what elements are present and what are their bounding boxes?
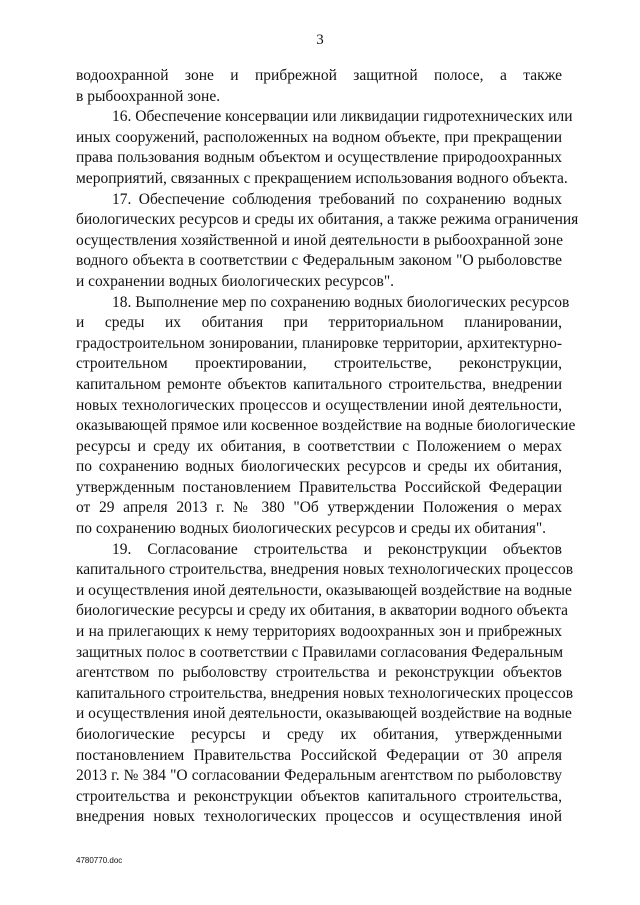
paragraph-16 <box>76 107 573 189</box>
text-line: по сохранению водных биологических ресурсов и среды их обитания, <box>76 458 562 476</box>
text-line: ресурсы и среду их обитания, в соответствии с Положением о мерах <box>76 437 562 455</box>
text-line: капитального строительства, внедрения новых технологических процессов <box>76 684 574 702</box>
text-line: постановлением Правительства Российской Федерации от 30 апреля <box>76 746 562 764</box>
text-line: водного объекта в соответствии с Федеральным законом "О рыболовстве <box>76 252 562 270</box>
text-line: биологических ресурсов и среды их обитания, а также режима ограничения <box>76 211 579 229</box>
text-line: капитальном ремонте объектов капитального строительства, внедрении <box>76 375 562 393</box>
paragraph-18 <box>76 293 576 540</box>
text-line: агентством по рыболовству строительства и реконструкции объектов <box>76 664 562 682</box>
text-line: 19. Согласование строительства и реконструкции объектов <box>112 540 562 558</box>
text-line: 16. Обеспечение консервации или ликвидации гидротехнических или <box>112 108 573 126</box>
paragraph-17 <box>76 190 579 293</box>
text-line: утвержденным постановлением Правительства Российской Федерации <box>76 478 562 496</box>
text-line: водоохранной зоне и прибрежной защитной полосе, а также <box>76 67 562 84</box>
text-line: и среды их обитания при территориальном планировании, <box>76 314 562 332</box>
text-line: новых технологических процессов и осуществлении иной деятельности, <box>76 396 562 414</box>
text-line: по сохранению водных биологических ресурсов и среды их обитания". <box>76 520 547 538</box>
text-line: градостроительном зонировании, планировке территории, архитектурно- <box>76 334 562 352</box>
paragraph-continuation <box>76 66 562 107</box>
text-line: биологические ресурсы и среду их обитания, в акватории водного объекта <box>76 602 568 620</box>
text-line: оказывающей прямое или косвенное воздействие на водные биологические <box>76 417 576 435</box>
text-line: и на прилегающих к нему территориях водоохранных зон и прибрежных <box>76 623 562 641</box>
text-line: в рыбоохранной зоне. <box>76 87 221 105</box>
text-line: 17. Обеспечение соблюдения требований по сохранению водных <box>112 190 562 208</box>
text-line: биологические ресурсы и среду их обитания, утвержденными <box>76 726 562 743</box>
text-line: и сохранении водных биологических ресурсов". <box>76 272 395 290</box>
text-line: права пользования водным объектом и осуществление природоохранных <box>76 149 562 167</box>
paragraph-19 <box>76 540 574 828</box>
text-line: от 29 апреля 2013 г. № 380 "Об утверждении Положения о мерах <box>76 499 562 517</box>
document-filename: 4780770.doc <box>76 856 123 865</box>
text-line: и осуществления иной деятельности, оказывающей воздействие на водные <box>76 581 572 599</box>
text-line: защитных полос в соответствии с Правилами согласования Федеральным <box>76 643 564 661</box>
text-line: 2013 г. № 384 "О согласовании Федеральным агентством по рыболовству <box>76 767 562 785</box>
text-line: внедрения новых технологических процессов и осуществления иной <box>76 808 562 826</box>
text-line: иных сооружений, расположенных на водном объекте, при прекращении <box>76 128 562 146</box>
text-line: строительном проектировании, строительстве, реконструкции, <box>76 355 562 373</box>
text-line: строительства и реконструкции объектов капитального строительства, <box>76 787 562 805</box>
page-number: 3 <box>316 32 324 48</box>
text-line: мероприятий, связанных с прекращением использования водного объекта. <box>76 169 568 187</box>
text-line: капитального строительства, внедрения новых технологических процессов <box>76 561 574 579</box>
text-line: и осуществления иной деятельности, оказывающей воздействие на водные <box>76 705 572 723</box>
text-line: осуществления хозяйственной и иной деятельности в рыбоохранной зоне <box>76 231 563 249</box>
document-body <box>76 66 579 828</box>
text-line: 18. Выполнение мер по сохранению водных биологических ресурсов <box>112 293 570 311</box>
